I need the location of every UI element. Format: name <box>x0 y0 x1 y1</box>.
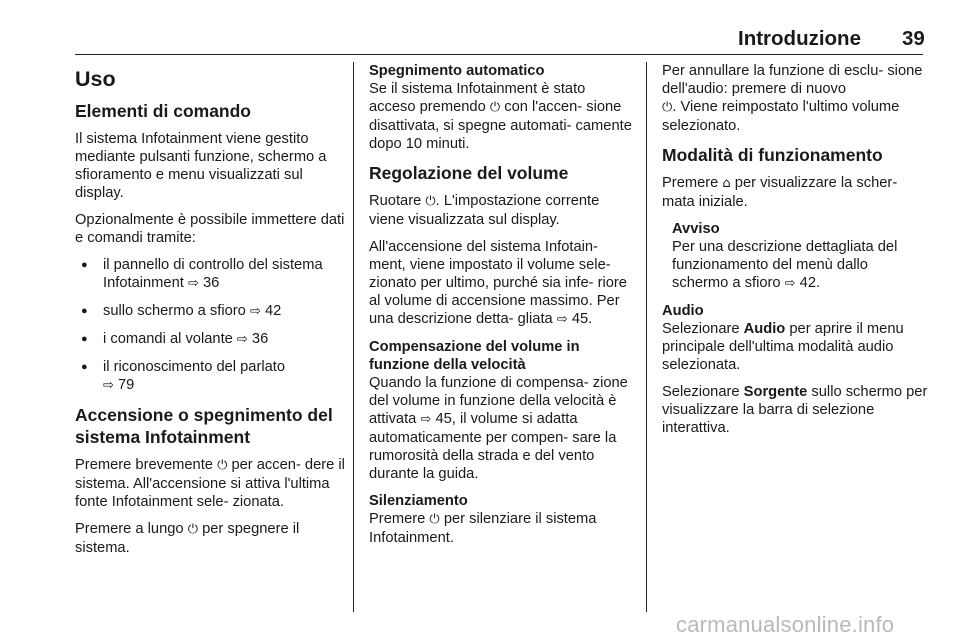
paragraph-auto-off: Se il sistema Infotainment è stato acceso premendo ⏻ con l'accen- sione disattivata, si spegne automati- camente dopo 10 minuti. <box>369 81 632 152</box>
power-icon: ⏻ <box>489 100 501 115</box>
page-ref: 36 <box>202 275 220 291</box>
page-ref: 45 <box>435 411 452 427</box>
power-icon: ⏻ <box>429 512 440 527</box>
column-divider-1 <box>353 62 354 612</box>
note-box <box>662 220 928 293</box>
page-ref-arrow-icon: ⇨ <box>187 276 199 291</box>
page-ref: 79 <box>118 377 135 393</box>
paragraph-unmute: Per annullare la funzione di esclu- sione dell'audio: premere di nuovo ⏻. Viene reimpostato l'ultimo volume selezionato. <box>662 63 923 134</box>
column-1 <box>75 62 345 566</box>
watermark: carmanualsonline.info <box>676 612 895 637</box>
paragraph-power-on: Premere brevemente ⏻ per accen- dere il sistema. All'accensione si attiva l'ultima fonte Infotainment sele- zionata. <box>75 457 345 510</box>
section-heading-uso: Uso <box>75 67 116 91</box>
note-text: Per una descrizione dettagliata del funzionamento del menù dallo schermo a sfioro ⇨ 42. <box>672 239 898 291</box>
home-icon: ⌂ <box>722 176 731 191</box>
subheading-controls: Elementi di comando <box>75 101 251 121</box>
page-ref-arrow-icon: ⇨ <box>784 276 796 291</box>
note-title: Avviso <box>672 221 720 237</box>
subheading-mute: Silenziamento <box>369 493 468 509</box>
page-ref: 42. <box>799 275 821 291</box>
paragraph-power-off: Premere a lungo ⏻ per spegnere il sistema. <box>75 521 300 556</box>
list-item: ● il riconoscimento del parlato ⇨ 79 <box>75 358 345 395</box>
paragraph-mute: Premere ⏻ per silenziare il sistema Infotainment. <box>369 511 597 546</box>
power-icon: ⏻ <box>662 100 673 115</box>
page-header-title: Introduzione <box>738 27 861 50</box>
column-3 <box>662 62 928 446</box>
subheading-speed-volume: Compensazione del volume in funzione della velocità <box>369 339 580 373</box>
paragraph-audio: Selezionare Audio per aprire il menu principale dell'ultima modalità audio selezionata. <box>662 321 904 373</box>
subheading-audio: Audio <box>662 303 704 319</box>
page-ref-arrow-icon: ⇨ <box>249 304 261 319</box>
power-icon: ⏻ <box>425 194 436 209</box>
power-icon: ⏻ <box>187 522 198 537</box>
header-rule <box>75 54 923 55</box>
power-icon: ⏻ <box>217 458 228 473</box>
page-ref-arrow-icon: ⇨ <box>236 332 248 347</box>
paragraph-input-options: Opzionalmente è possibile immettere dati e comandi tramite: <box>75 212 345 246</box>
paragraph-rotate: Ruotare ⏻. L'impostazione corrente viene visualizzata sul display. <box>369 193 600 228</box>
input-methods-list <box>75 256 345 395</box>
page-ref-arrow-icon: ⇨ <box>103 378 114 393</box>
page-ref-arrow-icon: ⇨ <box>556 312 568 327</box>
list-item: ● sullo schermo a sfioro ⇨ 42 <box>75 302 345 321</box>
paragraph-volume-on: All'accensione del sistema Infotain- ment, viene impostato il volume sele- zionato per ultimo, purché sia infe- riore al volume di accensione massimo. Per una descrizione detta- gliata ⇨ 45. <box>369 239 627 327</box>
column-2 <box>369 62 635 556</box>
page-number: 39 <box>902 27 925 50</box>
page-ref: 36 <box>251 331 269 347</box>
list-item: ● i comandi al volante ⇨ 36 <box>75 330 345 349</box>
list-item: ● il pannello di controllo del sistema Infotainment ⇨ 36 <box>75 256 345 293</box>
paragraph-home: Premere ⌂ per visualizzare la scher- mata iniziale. <box>662 175 898 210</box>
subheading-auto-off: Spegnimento automatico <box>369 63 545 79</box>
page-ref: 42 <box>264 303 282 319</box>
page-ref-arrow-icon: ⇨ <box>420 412 432 427</box>
paragraph-speed-volume: Quando la funzione di compensa- zione del volume in funzione della velocità è attivata ⇨ 45, il volume si adatta automaticamente per compen- sare la rumorosità della strada e del vento durante la guida. <box>369 375 628 482</box>
page-ref: 45. <box>571 311 593 327</box>
subheading-volume: Regolazione del volume <box>369 163 569 183</box>
subheading-modes: Modalità di funzionamento <box>662 145 883 165</box>
subheading-power: Accensione o spegnimento del sistema Infotainment <box>75 405 333 447</box>
paragraph-source: Selezionare Sorgente sullo schermo per visualizzare la barra di selezione interattiva. <box>662 384 928 436</box>
paragraph-controls: Il sistema Infotainment viene gestito mediante pulsanti funzione, schermo a sfioramento e menu visualizzati sul display. <box>75 131 327 201</box>
column-divider-2 <box>646 62 647 612</box>
